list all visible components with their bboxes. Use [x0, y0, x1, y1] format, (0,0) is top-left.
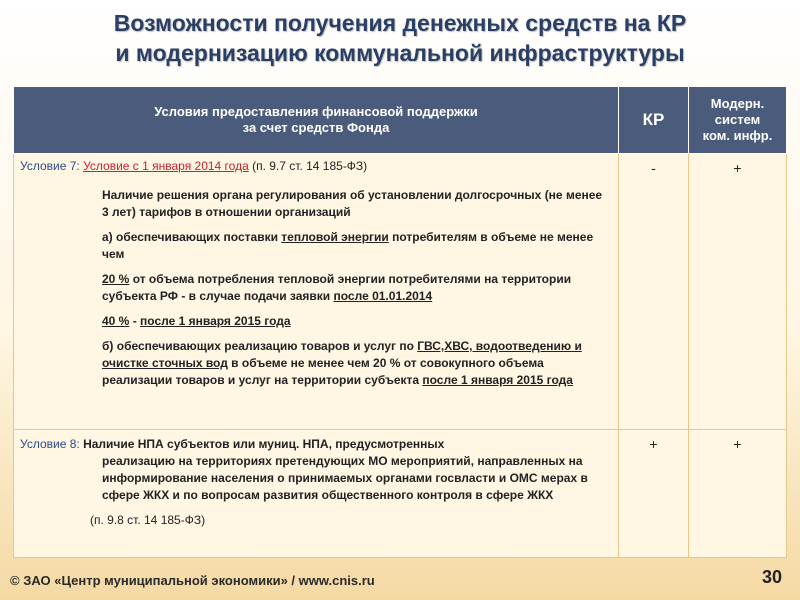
- condition-7-p5: б) обеспечивающих реализацию товаров и услуг по ГВС,ХВС, водоотведению и очистке сточных вод в объеме не менее чем 20 % от совокупного объема реализации товаров и услуг на территории субъекта после 1 января 2015 года: [102, 339, 582, 387]
- condition-8-text: реализацию на территориях претендующих МО мероприятий, направленных на информирование населения о принимаемых органами госвласти и ОМС мерах в сфере ЖКХ и по вопросам развития общественного контроля в сфере ЖКХ: [102, 454, 588, 502]
- table-row-condition-7: [14, 154, 787, 430]
- condition-8-cell: [14, 430, 619, 558]
- condition-7-p3: 20 % от объема потребления тепловой энергии потребителями на территории субъекта РФ - в случае подачи заявки после 01.01.2014: [102, 272, 572, 303]
- header-kr: КР: [619, 87, 689, 154]
- condition-8-ref: (п. 9.8 ст. 14 185-ФЗ): [90, 513, 206, 527]
- slide-title: [0, 8, 800, 68]
- page-number: 30: [761, 567, 782, 587]
- table-header-row: [14, 87, 787, 154]
- condition-7-p1: Наличие решения органа регулирования об установлении долгосрочных (не менее 3 лет) тарифов в отношении организаций: [102, 188, 603, 219]
- condition-8-kr: +: [619, 430, 689, 558]
- footer-copyright: © ЗАО «Центр муниципальной экономики» / www.cnis.ru: [10, 573, 375, 588]
- condition-8-modern: +: [689, 430, 787, 558]
- condition-8-first-line: Условие 8: Наличие НПА субъектов или муниц. НПА, предусмотренных: [20, 437, 445, 451]
- condition-7-heading: Условие 7: Условие с 1 января 2014 года (п. 9.7 ст. 14 185-ФЗ): [20, 159, 368, 173]
- slide-title-line2: и модернизацию коммунальной инфраструктуры: [115, 40, 685, 66]
- condition-7-modern: +: [689, 154, 787, 430]
- condition-7-date: Условие с 1 января 2014 года: [83, 159, 249, 173]
- slide-title-line1: Возможности получения денежных средств на КР: [113, 10, 687, 36]
- conditions-table: [13, 86, 786, 558]
- condition-7-kr: -: [619, 154, 689, 430]
- header-modern: Модерн. систем ком. инфр.: [689, 87, 787, 154]
- condition-7-p2: а) обеспечивающих поставки тепловой энергии потребителям в объеме не менее чем: [102, 230, 594, 261]
- header-conditions: Условия предоставления финансовой поддержки за счет средств Фонда: [14, 87, 619, 154]
- table-row-condition-8: [14, 430, 787, 558]
- condition-7-cell: [14, 154, 619, 430]
- condition-7-p4: 40 % - после 1 января 2015 года: [102, 314, 291, 328]
